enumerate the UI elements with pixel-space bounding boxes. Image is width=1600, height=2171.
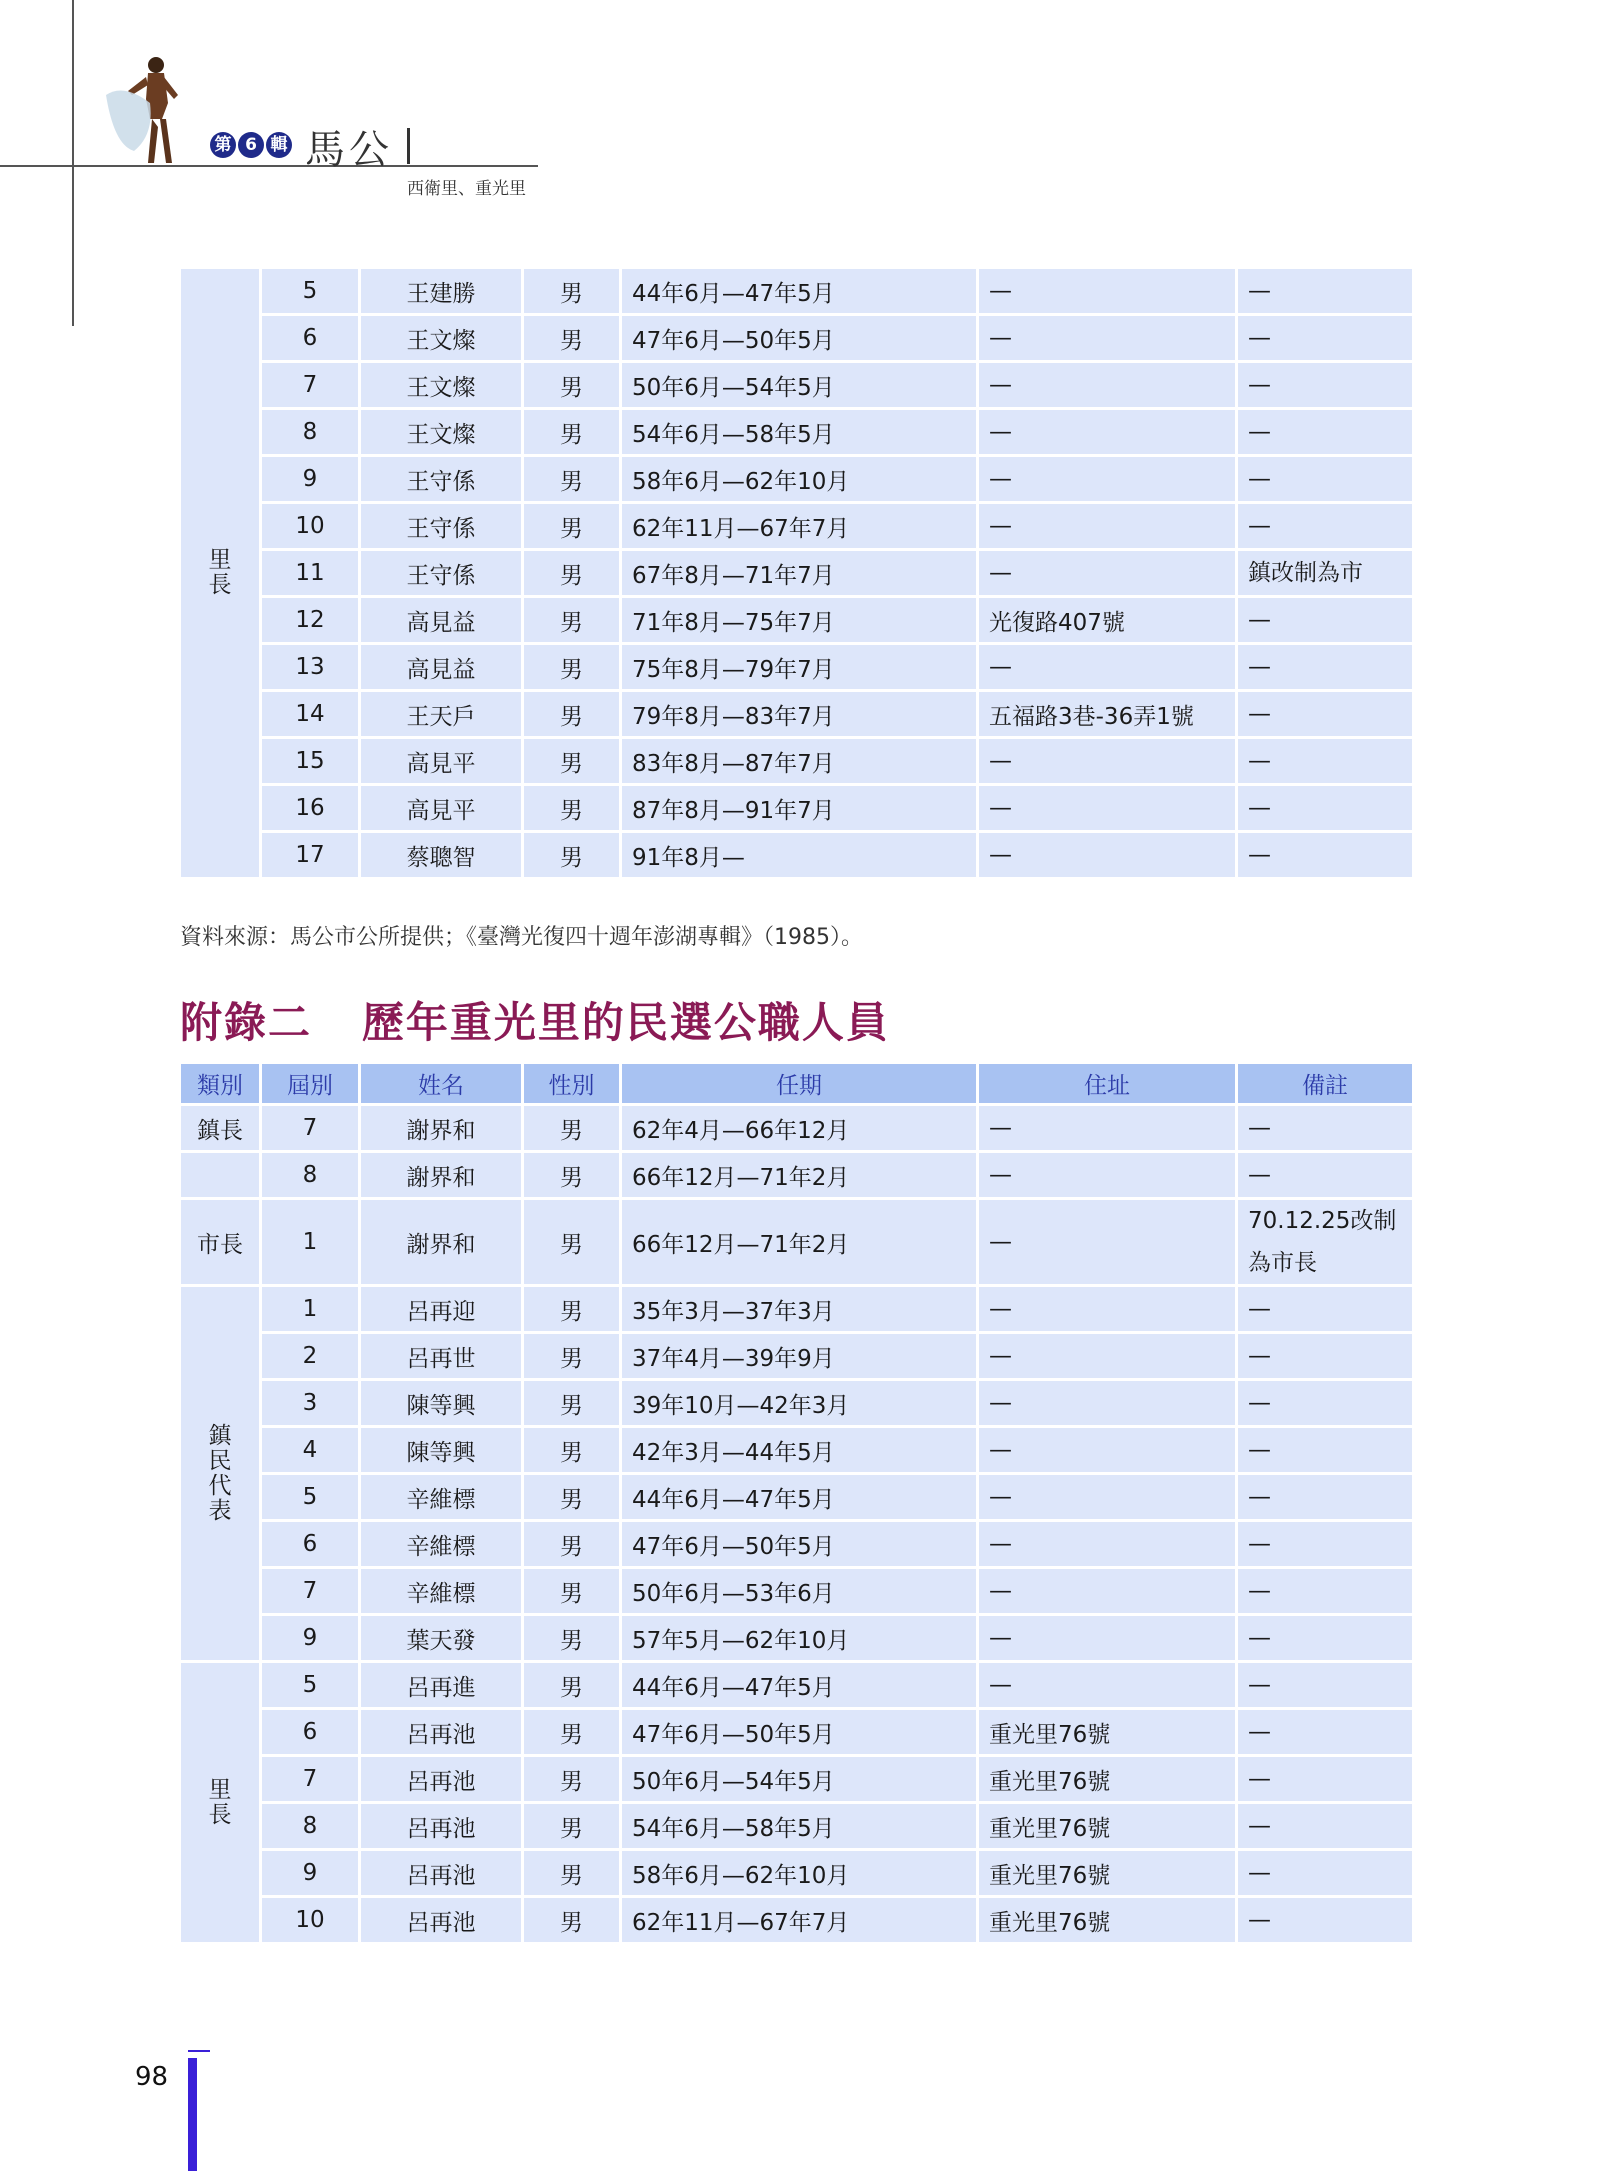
term-no-cell: 10 bbox=[262, 504, 358, 548]
address-cell: — bbox=[979, 363, 1235, 407]
table-row bbox=[181, 1757, 1412, 1801]
name-cell: 呂再池 bbox=[361, 1757, 521, 1801]
table-row bbox=[181, 457, 1412, 501]
remarks-cell: 70.12.25改制為市長 bbox=[1238, 1200, 1412, 1284]
col-header-name: 姓名 bbox=[361, 1064, 521, 1103]
gender-cell: 男 bbox=[524, 1428, 619, 1472]
table-row bbox=[181, 1106, 1412, 1150]
tenure-cell: 62年11月—67年7月 bbox=[622, 1898, 976, 1942]
tenure-cell: 71年8月—75年7月 bbox=[622, 598, 976, 642]
address-cell: — bbox=[979, 1569, 1235, 1613]
town-title: 馬公 bbox=[305, 127, 393, 173]
gender-cell: 男 bbox=[524, 1106, 619, 1150]
chapter-suffix: 輯 bbox=[266, 132, 292, 158]
gender-cell: 男 bbox=[524, 363, 619, 407]
tenure-cell: 83年8月—87年7月 bbox=[622, 739, 976, 783]
gender-cell: 男 bbox=[524, 269, 619, 313]
gender-cell: 男 bbox=[524, 1710, 619, 1754]
name-cell: 謝界和 bbox=[361, 1106, 521, 1150]
remarks-cell: — bbox=[1238, 1475, 1412, 1519]
tenure-cell: 50年6月—54年5月 bbox=[622, 1757, 976, 1801]
table-row bbox=[181, 504, 1412, 548]
tenure-cell: 75年8月—79年7月 bbox=[622, 645, 976, 689]
address-cell: — bbox=[979, 833, 1235, 877]
remarks-cell: — bbox=[1238, 1804, 1412, 1848]
gender-cell: 男 bbox=[524, 316, 619, 360]
name-cell: 呂再進 bbox=[361, 1663, 521, 1707]
category-cell bbox=[181, 269, 259, 877]
remarks-cell: — bbox=[1238, 739, 1412, 783]
name-cell: 謝界和 bbox=[361, 1200, 521, 1284]
table-row bbox=[181, 1663, 1412, 1707]
table-row bbox=[181, 1153, 1412, 1197]
term-no-cell: 2 bbox=[262, 1334, 358, 1378]
page-number: 98 bbox=[135, 2062, 169, 2092]
name-cell: 王建勝 bbox=[361, 269, 521, 313]
term-no-cell: 9 bbox=[262, 457, 358, 501]
gender-cell: 男 bbox=[524, 1616, 619, 1660]
address-cell: — bbox=[979, 1428, 1235, 1472]
gender-cell: 男 bbox=[524, 1153, 619, 1197]
table-row bbox=[181, 1522, 1412, 1566]
village-chief-table-continued bbox=[178, 266, 1415, 880]
term-no-cell: 9 bbox=[262, 1851, 358, 1895]
gender-cell: 男 bbox=[524, 1381, 619, 1425]
gender-cell: 男 bbox=[524, 504, 619, 548]
term-no-cell: 17 bbox=[262, 833, 358, 877]
name-cell: 王天戶 bbox=[361, 692, 521, 736]
remarks-cell: — bbox=[1238, 1522, 1412, 1566]
term-no-cell: 16 bbox=[262, 786, 358, 830]
gender-cell: 男 bbox=[524, 1569, 619, 1613]
tenure-cell: 39年10月—42年3月 bbox=[622, 1381, 976, 1425]
tenure-cell: 67年8月—71年7月 bbox=[622, 551, 976, 595]
remarks-cell: — bbox=[1238, 363, 1412, 407]
tenure-cell: 50年6月—53年6月 bbox=[622, 1569, 976, 1613]
remarks-cell: — bbox=[1238, 1428, 1412, 1472]
remarks-cell: — bbox=[1238, 1381, 1412, 1425]
gender-cell: 男 bbox=[524, 645, 619, 689]
category-cell bbox=[181, 1200, 259, 1284]
elected-officials-table bbox=[178, 1061, 1415, 1945]
tenure-cell: 37年4月—39年9月 bbox=[622, 1334, 976, 1378]
name-cell: 辛維標 bbox=[361, 1522, 521, 1566]
term-no-cell: 11 bbox=[262, 551, 358, 595]
gender-cell: 男 bbox=[524, 1804, 619, 1848]
name-cell: 葉天發 bbox=[361, 1616, 521, 1660]
name-cell: 蔡聰智 bbox=[361, 833, 521, 877]
table-row bbox=[181, 269, 1412, 313]
address-cell: 重光里76號 bbox=[979, 1757, 1235, 1801]
name-cell: 呂再池 bbox=[361, 1804, 521, 1848]
remarks-cell: — bbox=[1238, 410, 1412, 454]
remarks-cell: — bbox=[1238, 1153, 1412, 1197]
term-no-cell: 6 bbox=[262, 1522, 358, 1566]
table-row bbox=[181, 1334, 1412, 1378]
term-no-cell: 7 bbox=[262, 1106, 358, 1150]
gender-cell: 男 bbox=[524, 692, 619, 736]
category-cell bbox=[181, 1287, 259, 1660]
address-cell: — bbox=[979, 457, 1235, 501]
header-vertical-rule bbox=[72, 0, 74, 326]
tenure-cell: 58年6月—62年10月 bbox=[622, 457, 976, 501]
table-row bbox=[181, 833, 1412, 877]
appendix-heading bbox=[180, 990, 890, 1050]
remarks-cell: — bbox=[1238, 692, 1412, 736]
table-row bbox=[181, 692, 1412, 736]
name-cell: 陳等興 bbox=[361, 1428, 521, 1472]
table-row bbox=[181, 739, 1412, 783]
term-no-cell: 5 bbox=[262, 1475, 358, 1519]
gender-cell: 男 bbox=[524, 1475, 619, 1519]
gender-cell: 男 bbox=[524, 1287, 619, 1331]
address-cell: — bbox=[979, 551, 1235, 595]
category-cell bbox=[181, 1153, 259, 1197]
term-no-cell: 5 bbox=[262, 1663, 358, 1707]
remarks-cell: — bbox=[1238, 1616, 1412, 1660]
tenure-cell: 35年3月—37年3月 bbox=[622, 1287, 976, 1331]
term-no-cell: 13 bbox=[262, 645, 358, 689]
table-row bbox=[181, 1569, 1412, 1613]
page-marker-tick bbox=[188, 2050, 210, 2052]
name-cell: 高見平 bbox=[361, 786, 521, 830]
term-no-cell: 10 bbox=[262, 1898, 358, 1942]
term-no-cell: 12 bbox=[262, 598, 358, 642]
remarks-cell: — bbox=[1238, 457, 1412, 501]
appendix-title: 歷年重光里的民選公職人員 bbox=[361, 998, 890, 1047]
table-row bbox=[181, 1287, 1412, 1331]
gender-cell: 男 bbox=[524, 1334, 619, 1378]
table-row bbox=[181, 1200, 1412, 1284]
remarks-cell: — bbox=[1238, 598, 1412, 642]
tenure-cell: 87年8月—91年7月 bbox=[622, 786, 976, 830]
category-label: 里長 bbox=[208, 1776, 232, 1828]
term-no-cell: 8 bbox=[262, 1153, 358, 1197]
tenure-cell: 47年6月—50年5月 bbox=[622, 1522, 976, 1566]
gender-cell: 男 bbox=[524, 1522, 619, 1566]
term-no-cell: 5 bbox=[262, 269, 358, 313]
remarks-cell: 鎮改制為市 bbox=[1238, 551, 1412, 595]
table-row bbox=[181, 316, 1412, 360]
remarks-cell: — bbox=[1238, 645, 1412, 689]
gender-cell: 男 bbox=[524, 1757, 619, 1801]
term-no-cell: 8 bbox=[262, 1804, 358, 1848]
term-no-cell: 9 bbox=[262, 1616, 358, 1660]
tenure-cell: 57年5月—62年10月 bbox=[622, 1616, 976, 1660]
remarks-cell: — bbox=[1238, 1851, 1412, 1895]
name-cell: 王文燦 bbox=[361, 410, 521, 454]
address-cell: 重光里76號 bbox=[979, 1898, 1235, 1942]
term-no-cell: 7 bbox=[262, 1757, 358, 1801]
col-header-remarks: 備註 bbox=[1238, 1064, 1412, 1103]
tenure-cell: 47年6月—50年5月 bbox=[622, 316, 976, 360]
name-cell: 陳等興 bbox=[361, 1381, 521, 1425]
gender-cell: 男 bbox=[524, 551, 619, 595]
source-note: 資料來源：馬公市公所提供；《臺灣光復四十週年澎湖專輯》（1985）。 bbox=[180, 925, 863, 950]
tenure-cell: 66年12月—71年2月 bbox=[622, 1153, 976, 1197]
address-cell: 光復路407號 bbox=[979, 598, 1235, 642]
section-subtitle: 西衛里、重光里 bbox=[407, 179, 526, 199]
name-cell: 高見平 bbox=[361, 739, 521, 783]
address-cell: — bbox=[979, 316, 1235, 360]
term-no-cell: 1 bbox=[262, 1287, 358, 1331]
address-cell: — bbox=[979, 1475, 1235, 1519]
address-cell: — bbox=[979, 1200, 1235, 1284]
remarks-cell: — bbox=[1238, 269, 1412, 313]
name-cell: 辛維標 bbox=[361, 1475, 521, 1519]
address-cell: — bbox=[979, 1106, 1235, 1150]
tenure-cell: 54年6月—58年5月 bbox=[622, 1804, 976, 1848]
table-row bbox=[181, 551, 1412, 595]
gender-cell: 男 bbox=[524, 739, 619, 783]
tenure-cell: 62年4月—66年12月 bbox=[622, 1106, 976, 1150]
table-row bbox=[181, 645, 1412, 689]
category-cell bbox=[181, 1106, 259, 1150]
tenure-cell: 62年11月—67年7月 bbox=[622, 504, 976, 548]
category-label: 市長 bbox=[197, 1231, 243, 1258]
remarks-cell: — bbox=[1238, 1287, 1412, 1331]
address-cell: 五福路3巷-36弄1號 bbox=[979, 692, 1235, 736]
name-cell: 王守係 bbox=[361, 457, 521, 501]
tenure-cell: 47年6月—50年5月 bbox=[622, 1710, 976, 1754]
term-no-cell: 7 bbox=[262, 1569, 358, 1613]
name-cell: 呂再世 bbox=[361, 1334, 521, 1378]
remarks-cell: — bbox=[1238, 1710, 1412, 1754]
tenure-cell: 79年8月—83年7月 bbox=[622, 692, 976, 736]
chapter-badge bbox=[210, 132, 292, 158]
gender-cell: 男 bbox=[524, 1663, 619, 1707]
tenure-cell: 58年6月—62年10月 bbox=[622, 1851, 976, 1895]
term-no-cell: 8 bbox=[262, 410, 358, 454]
tenure-cell: 66年12月—71年2月 bbox=[622, 1200, 976, 1284]
address-cell: — bbox=[979, 410, 1235, 454]
name-cell: 高見益 bbox=[361, 645, 521, 689]
remarks-cell: — bbox=[1238, 1663, 1412, 1707]
address-cell: — bbox=[979, 1381, 1235, 1425]
remarks-cell: — bbox=[1238, 1106, 1412, 1150]
table-row bbox=[181, 363, 1412, 407]
remarks-cell: — bbox=[1238, 504, 1412, 548]
tenure-cell: 44年6月—47年5月 bbox=[622, 269, 976, 313]
term-no-cell: 4 bbox=[262, 1428, 358, 1472]
chapter-number: 6 bbox=[238, 132, 264, 158]
address-cell: — bbox=[979, 786, 1235, 830]
appendix-label: 附錄二 bbox=[180, 998, 313, 1047]
remarks-cell: — bbox=[1238, 1898, 1412, 1942]
term-no-cell: 6 bbox=[262, 1710, 358, 1754]
name-cell: 王守係 bbox=[361, 551, 521, 595]
table-row bbox=[181, 1616, 1412, 1660]
gender-cell: 男 bbox=[524, 786, 619, 830]
category-cell bbox=[181, 1663, 259, 1942]
term-no-cell: 6 bbox=[262, 316, 358, 360]
table-row bbox=[181, 1804, 1412, 1848]
gender-cell: 男 bbox=[524, 1851, 619, 1895]
name-cell: 王文燦 bbox=[361, 363, 521, 407]
tenure-cell: 44年6月—47年5月 bbox=[622, 1663, 976, 1707]
address-cell: 重光里76號 bbox=[979, 1804, 1235, 1848]
name-cell: 辛維標 bbox=[361, 1569, 521, 1613]
name-cell: 呂再池 bbox=[361, 1710, 521, 1754]
remarks-cell: — bbox=[1238, 316, 1412, 360]
gender-cell: 男 bbox=[524, 598, 619, 642]
chapter-prefix: 第 bbox=[210, 132, 236, 158]
address-cell: — bbox=[979, 269, 1235, 313]
fisherman-figure-icon bbox=[104, 55, 190, 167]
address-cell: — bbox=[979, 1287, 1235, 1331]
address-cell: — bbox=[979, 504, 1235, 548]
category-label: 里長 bbox=[208, 547, 232, 598]
table-row bbox=[181, 1381, 1412, 1425]
remarks-cell: — bbox=[1238, 1334, 1412, 1378]
col-header-gender: 性別 bbox=[524, 1064, 619, 1103]
name-cell: 呂再迎 bbox=[361, 1287, 521, 1331]
address-cell: — bbox=[979, 739, 1235, 783]
table-row bbox=[181, 1475, 1412, 1519]
title-divider bbox=[407, 128, 410, 164]
table-row bbox=[181, 410, 1412, 454]
name-cell: 謝界和 bbox=[361, 1153, 521, 1197]
tenure-cell: 42年3月—44年5月 bbox=[622, 1428, 976, 1472]
col-header-address: 住址 bbox=[979, 1064, 1235, 1103]
header-horizontal-rule bbox=[0, 165, 538, 167]
name-cell: 王文燦 bbox=[361, 316, 521, 360]
gender-cell: 男 bbox=[524, 410, 619, 454]
category-label: 鎮民代表 bbox=[208, 1422, 232, 1524]
tenure-cell: 50年6月—54年5月 bbox=[622, 363, 976, 407]
name-cell: 呂再池 bbox=[361, 1898, 521, 1942]
page-marker-bar bbox=[188, 2058, 197, 2171]
term-no-cell: 15 bbox=[262, 739, 358, 783]
table-row bbox=[181, 1851, 1412, 1895]
tenure-cell: 44年6月—47年5月 bbox=[622, 1475, 976, 1519]
gender-cell: 男 bbox=[524, 1898, 619, 1942]
table-header-row bbox=[181, 1064, 1412, 1103]
table-row bbox=[181, 1428, 1412, 1472]
term-no-cell: 7 bbox=[262, 363, 358, 407]
address-cell: — bbox=[979, 1663, 1235, 1707]
tenure-cell: 91年8月— bbox=[622, 833, 976, 877]
address-cell: 重光里76號 bbox=[979, 1710, 1235, 1754]
col-header-tenure: 任期 bbox=[622, 1064, 976, 1103]
term-no-cell: 14 bbox=[262, 692, 358, 736]
remarks-cell: — bbox=[1238, 1757, 1412, 1801]
tenure-cell: 54年6月—58年5月 bbox=[622, 410, 976, 454]
gender-cell: 男 bbox=[524, 1200, 619, 1284]
term-no-cell: 1 bbox=[262, 1200, 358, 1284]
col-header-term-no: 屆別 bbox=[262, 1064, 358, 1103]
remarks-cell: — bbox=[1238, 786, 1412, 830]
address-cell: — bbox=[979, 1522, 1235, 1566]
table-row bbox=[181, 1710, 1412, 1754]
gender-cell: 男 bbox=[524, 457, 619, 501]
table-row bbox=[181, 1898, 1412, 1942]
name-cell: 高見益 bbox=[361, 598, 521, 642]
name-cell: 王守係 bbox=[361, 504, 521, 548]
address-cell: — bbox=[979, 1153, 1235, 1197]
address-cell: — bbox=[979, 1616, 1235, 1660]
address-cell: — bbox=[979, 1334, 1235, 1378]
address-cell: — bbox=[979, 645, 1235, 689]
remarks-cell: — bbox=[1238, 1569, 1412, 1613]
address-cell: 重光里76號 bbox=[979, 1851, 1235, 1895]
remarks-cell: — bbox=[1238, 833, 1412, 877]
table-row bbox=[181, 786, 1412, 830]
category-label: 鎮長 bbox=[197, 1117, 243, 1144]
term-no-cell: 3 bbox=[262, 1381, 358, 1425]
gender-cell: 男 bbox=[524, 833, 619, 877]
name-cell: 呂再池 bbox=[361, 1851, 521, 1895]
col-header-category: 類別 bbox=[181, 1064, 259, 1103]
table-row bbox=[181, 598, 1412, 642]
